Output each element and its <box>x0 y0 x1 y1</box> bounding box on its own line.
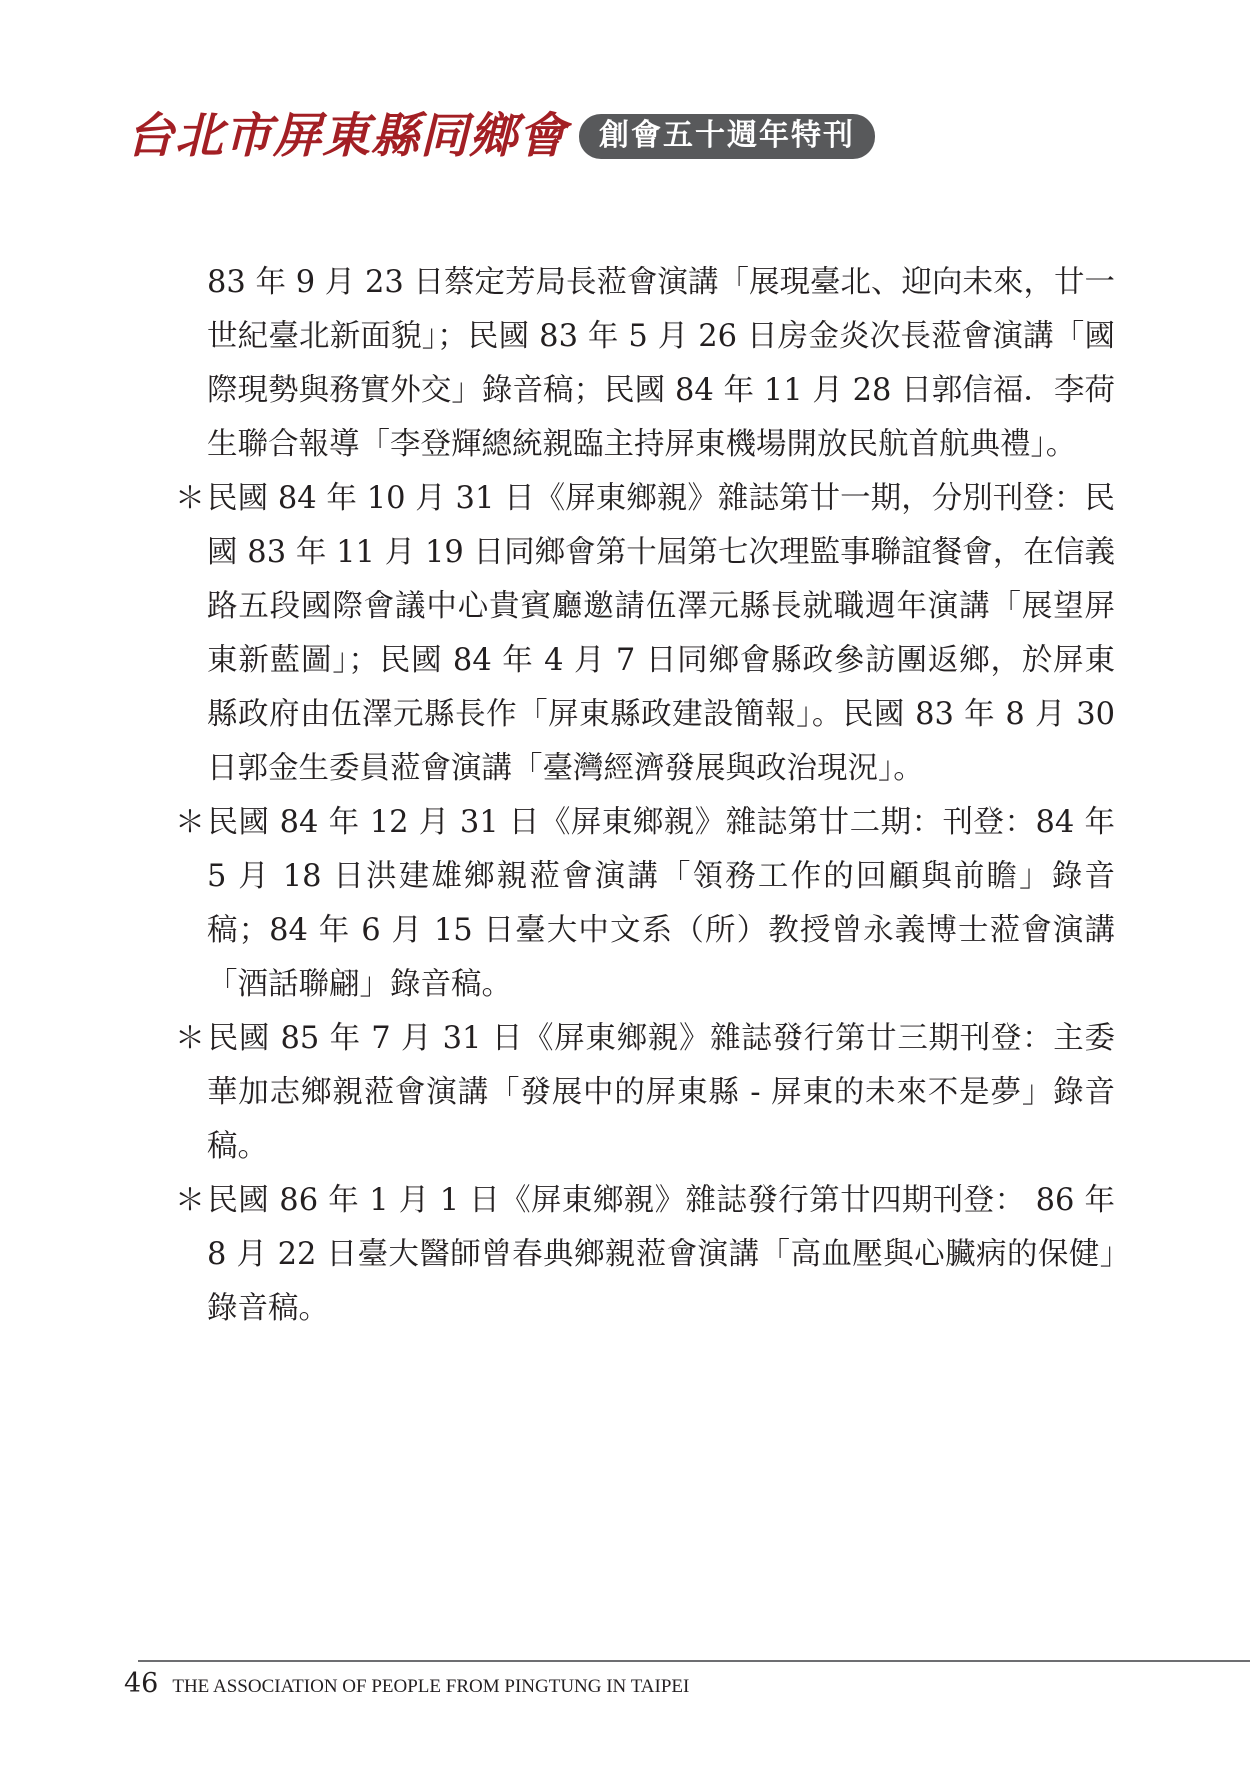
article-body <box>175 256 1115 1336</box>
footer-caption: THE ASSOCIATION OF PEOPLE FROM PINGTUNG IN TAIPEI <box>172 1676 690 1697</box>
bullet-item <box>175 472 1115 796</box>
page-footer <box>124 1668 689 1699</box>
asterisk-bullet-icon: ＊ <box>175 1183 205 1218</box>
footer-divider <box>138 1660 1250 1662</box>
paragraph-continued <box>175 256 1115 472</box>
bullet-item <box>175 1012 1115 1174</box>
asterisk-bullet-icon: ＊ <box>175 805 205 840</box>
bullet-item-text: 民國 85 年 7 月 31 日《屏東鄉親》雜誌發行第廿三期刊登：主委華加志鄉親蒞會演講「發展中的屏東縣 - 屏東的未來不是夢」錄音稿。 <box>207 1021 1115 1164</box>
bullet-item <box>175 796 1115 1012</box>
asterisk-bullet-icon: ＊ <box>175 481 205 516</box>
bullet-item-text: 民國 84 年 12 月 31 日《屏東鄉親》雜誌第廿二期：刊登：84 年 5 月 18 日洪建雄鄉親蒞會演講「領務工作的回顧與前瞻」錄音稿；84 年 6 月 15 日臺大中文系（所）教授曾永義博士蒞會演講「酒話聯翩」錄音稿。 <box>207 805 1115 1002</box>
page-number: 46 <box>124 1668 159 1699</box>
bullet-item-text: 民國 86 年 1 月 1 日《屏東鄉親》雜誌發行第廿四期刊登： 86 年 8 月 22 日臺大醫師曾春典鄉親蒞會演講「高血壓與心臟病的保健」錄音稿。 <box>207 1183 1115 1326</box>
anniversary-badge: 創會五十週年特刊 <box>579 114 875 159</box>
bullet-item <box>175 1174 1115 1336</box>
bullet-item-text: 民國 84 年 10 月 31 日《屏東鄉親》雜誌第廿一期，分別刊登：民國 83 年 11 月 19 日同鄉會第十屆第七次理監事聯誼餐會，在信義路五段國際會議中心貴賓廳邀請伍澤元縣長就職週年演講「展望屏東新藍圖」；民國 84 年 4 月 7 日同鄉會縣政參訪團返鄉，於屏東縣政府由伍澤元縣長作「屏東縣政建設簡報」。民國 83 年 8 月 30 日郭金生委員蒞會演講「臺灣經濟發展與政治現況」。 <box>207 481 1115 786</box>
paragraph-text: 83 年 9 月 23 日蔡定芳局長蒞會演講「展現臺北、迎向未來，廿一世紀臺北新面貌」；民國 83 年 5 月 26 日房金炎次長蒞會演講「國際現勢與務實外交」錄音稿；民國 84 年 11 月 28 日郭信福．李荷生聯合報導「李登輝總統親臨主持屏東機場開放民航首航典禮」。 <box>207 265 1115 462</box>
page-header <box>126 108 875 164</box>
association-title: 台北市屏東縣同鄉會 <box>126 108 568 164</box>
asterisk-bullet-icon: ＊ <box>175 1021 205 1056</box>
